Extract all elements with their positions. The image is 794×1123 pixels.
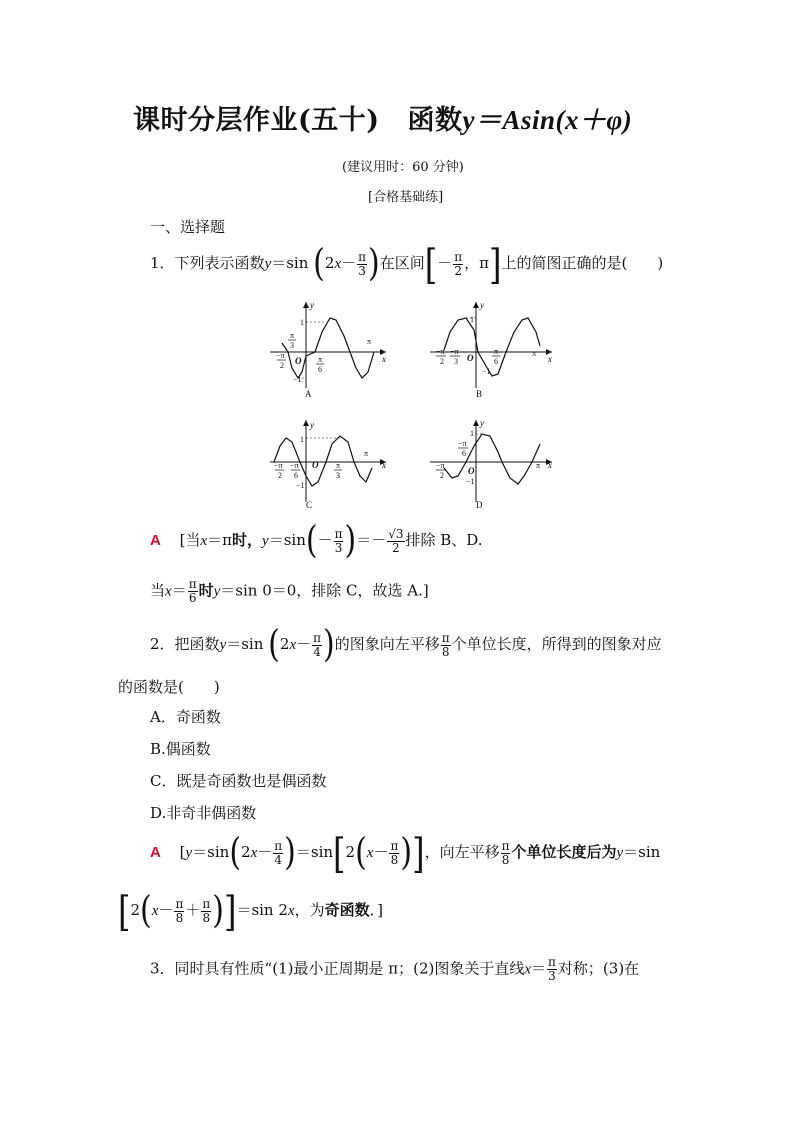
svg-text:1: 1 (470, 315, 474, 324)
svg-text:2: 2 (280, 361, 284, 370)
svg-text:6: 6 (462, 449, 466, 458)
svg-text:−π: −π (458, 439, 467, 448)
fraction: $\frac{\pi}{8}$ (175, 896, 184, 925)
svg-text:−π: −π (436, 461, 445, 470)
q2-sol-text-e: 奇函数 (324, 901, 370, 919)
svg-text:3: 3 (336, 471, 340, 480)
q1-sol-text-b: 时， (232, 531, 263, 549)
svg-text:π: π (336, 461, 341, 470)
svg-text:−π: −π (276, 351, 285, 360)
fraction: $\frac{\pi}{2}$ (454, 249, 463, 278)
fraction: $\frac{\pi}{4}$ (313, 630, 322, 659)
fraction: $\frac{\pi}{4}$ (274, 838, 283, 867)
question-1: 1．下列表示函数y＝sin (2x－ $\frac{\pi}{3}$ )在区间[－ $\frac{\pi}{2}$ ，π]上的简图正确的是( ) (150, 239, 664, 289)
question-2: 2．把函数y＝sin (2x－ $\frac{\pi}{4}$ )的图象向左平移 $\frac{\pi}{8}$ 个单位长度，所得到的图象对应 (150, 622, 662, 667)
svg-text:2: 2 (440, 357, 444, 366)
svg-text:O: O (312, 460, 319, 470)
q1-sol2-text: 当 (150, 581, 166, 600)
svg-text:1: 1 (300, 318, 304, 327)
title-function-word: 函数 (407, 105, 463, 136)
svg-text:π: π (494, 347, 499, 356)
q3-text: 同时具有性质“(1)最小正周期是 π；(2)图象关于直线 (174, 959, 525, 978)
svg-text:π: π (367, 337, 372, 346)
svg-text:π: π (318, 355, 323, 364)
q2-text: 把函数 (174, 635, 220, 653)
svg-text:3: 3 (454, 357, 458, 366)
svg-text:−1: −1 (482, 367, 491, 376)
fraction: $\frac{\pi}{8}$ (441, 630, 450, 659)
q2-sol-text-b: 个单位长度后为 (511, 843, 617, 861)
q2-solution: A [y＝sin(2x－ $\frac{\pi}{4}$ )＝sin[2(x－ $\frac{\pi}{8}$ )]，向左平移 $\frac{\pi}{8}$ 个单位长度后为y＝sin (150, 828, 661, 878)
fraction: $\frac{√3}{2}$ (388, 526, 404, 555)
question-2-cont: 的函数是( ) (118, 678, 220, 696)
fraction: $\frac{\pi}{6}$ (188, 577, 197, 605)
q1-sol-text: [当 (179, 531, 201, 549)
svg-text:x: x (548, 460, 552, 470)
svg-text:6: 6 (318, 365, 322, 374)
q2-sol-text-c: ＝sin 2 (236, 901, 288, 919)
svg-text:O: O (468, 466, 475, 476)
svg-text:1: 1 (470, 429, 474, 438)
q3-number: 3． (150, 959, 175, 978)
q2-text-c: 个单位长度，所得到的图象对应 (451, 635, 662, 653)
time-note: (建议用时：60 分钟) (342, 160, 464, 175)
svg-text:−1: −1 (296, 481, 305, 490)
q1-number: 1． (150, 254, 175, 272)
svg-text:π: π (536, 461, 541, 470)
q1-answer-letter: A (150, 532, 161, 549)
q2-text-b: 的图象向左平移 (334, 635, 440, 653)
q2-option-d: D.非奇非偶函数 (150, 804, 257, 822)
question-3: 3．同时具有性质“(1)最小正周期是 π；(2)图象关于直线x＝ $\frac{\pi}{3}$ 对称；(3)在 (150, 955, 640, 983)
svg-text:x: x (382, 354, 386, 364)
svg-text:x: x (382, 460, 386, 470)
q1-text-c: 上的简图正确的是( ) (501, 254, 664, 272)
svg-text:x: x (548, 354, 552, 364)
svg-text:1: 1 (300, 435, 304, 444)
svg-text:O: O (295, 356, 302, 366)
svg-text:π: π (364, 449, 369, 458)
svg-text:−π: −π (290, 461, 299, 470)
svg-text:6: 6 (494, 357, 498, 366)
q1-text-b: 在区间 (379, 254, 425, 272)
fraction: $\frac{\pi}{8}$ (501, 838, 510, 867)
svg-text:2: 2 (440, 471, 444, 480)
q2-option-b: B.偶函数 (150, 740, 211, 758)
svg-text:y: y (480, 418, 484, 428)
graph-a-label: A (305, 389, 312, 399)
q2-sol-text-f: ．] (369, 901, 383, 919)
q2-option-c: C．既是奇函数也是偶函数 (150, 772, 327, 790)
graph-c (270, 420, 386, 510)
q2-number: 2． (150, 635, 175, 653)
q1-solution: A [当x＝π时，y＝sin(－ $\frac{\pi}{3}$ )＝－ $\frac{√3}{2}$ 排除 B、D. (150, 518, 483, 563)
graph-d-label: D (476, 500, 483, 510)
svg-text:y: y (310, 420, 314, 430)
svg-text:y: y (310, 300, 314, 310)
graph-b-label: B (476, 389, 483, 399)
section-label: 一、选择题 (150, 218, 226, 236)
q2-sol-text-d: ，为 (294, 901, 325, 919)
svg-text:π: π (290, 331, 295, 340)
title-prefix: 课时分层作业(五十) (133, 105, 380, 136)
q2-solution-line-2: [2(x－ $\frac{\pi}{8}$ ＋ $\frac{\pi}{8}$ )]＝sin 2x，为奇函数．] (118, 886, 383, 936)
svg-text:O: O (467, 353, 474, 363)
q2-option-a: A．奇函数 (150, 708, 221, 726)
svg-text:−π: −π (450, 347, 459, 356)
svg-text:6: 6 (294, 471, 298, 480)
graph-a (270, 300, 386, 399)
q1-sol-text-d: 排除 B、D. (405, 531, 483, 549)
svg-text:−π: −π (274, 461, 283, 470)
svg-text:3: 3 (290, 341, 294, 350)
fraction: $\frac{\pi}{3}$ (334, 526, 343, 555)
q3-text-b: 对称；(3)在 (557, 959, 640, 978)
title-formula: y＝Asin(x＋φ) (462, 105, 633, 135)
graph-b (430, 300, 552, 399)
svg-text:y: y (480, 300, 484, 310)
fraction: $\frac{\pi}{3}$ (548, 955, 556, 983)
q2-sol-text-a: ，向左平移 (424, 843, 500, 861)
q1-sol2-text-c: ＝sin 0＝0，排除 C，故选 A.] (220, 581, 429, 600)
q2-answer-letter: A (150, 844, 161, 861)
svg-text:2: 2 (278, 471, 282, 480)
fraction: $\frac{\pi}{3}$ (358, 249, 367, 278)
level-label: [合格基础练] (368, 190, 444, 205)
page-title (133, 98, 632, 137)
q1-text: 下列表示函数 (174, 254, 265, 272)
fraction: $\frac{\pi}{8}$ (390, 838, 399, 867)
svg-text:−π: −π (436, 347, 445, 356)
q1-sol2-text-b: 时 (198, 581, 214, 600)
q1-sol-text-c: ＝－ (356, 531, 387, 549)
fraction: $\frac{\pi}{8}$ (202, 896, 211, 925)
q1-solution-line-2: 当x＝ $\frac{\pi}{6}$ 时y＝sin 0＝0，排除 C，故选 A.] (150, 577, 429, 605)
graph-c-label: C (306, 500, 313, 510)
graph-d (430, 418, 552, 510)
svg-text:−1: −1 (466, 477, 475, 486)
graphs-figure (260, 296, 570, 512)
svg-text:−1: −1 (293, 375, 302, 384)
svg-text:π: π (532, 349, 537, 358)
